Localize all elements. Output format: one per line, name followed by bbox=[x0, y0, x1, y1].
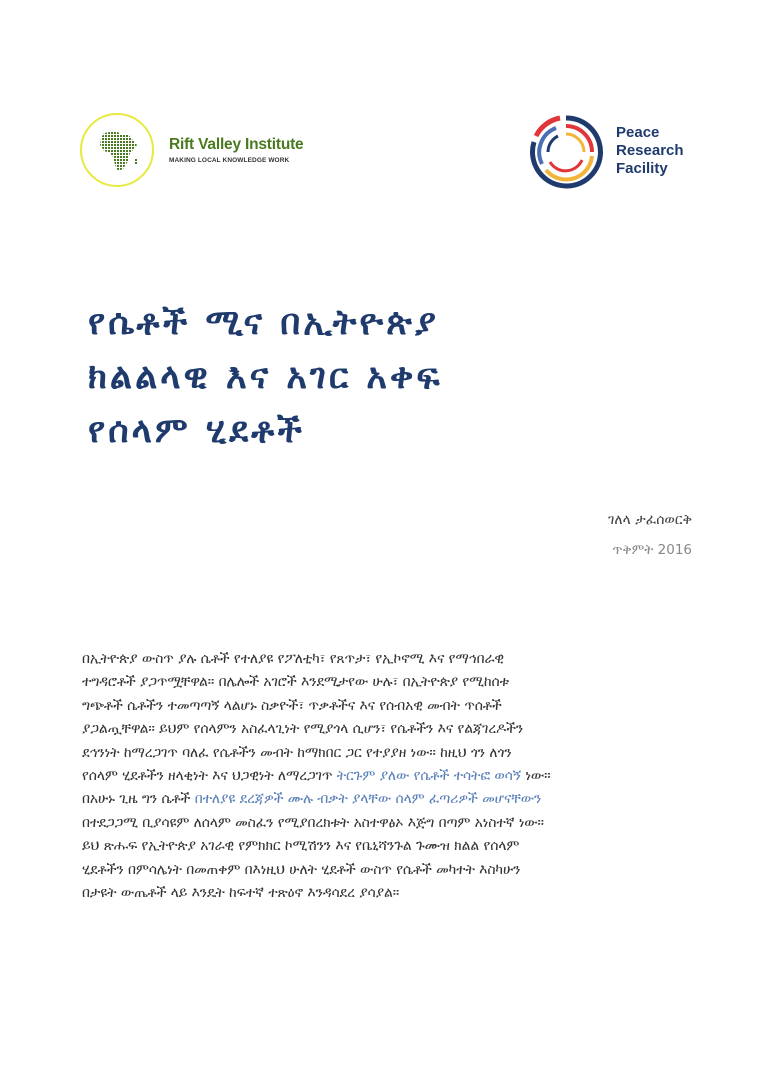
rvi-africa-map-icon bbox=[80, 113, 154, 187]
abstract-line bbox=[82, 765, 692, 788]
prf-name bbox=[616, 124, 684, 178]
prf-name-line-2: Research bbox=[616, 142, 684, 159]
abstract-highlight: ትርጉም ያለው የሴቶች ተሳትፎ ወሳኝ bbox=[336, 768, 522, 785]
abstract-line bbox=[82, 718, 692, 741]
prf-name-line-1: Peace bbox=[616, 124, 660, 141]
abstract-text: ይህ ጽሑፍ የኢትዮጵያ አገራዊ የምክክር ኮሚሽንን እና የቤኒሻንጉል ጉሙዝ ክልል የሰላም bbox=[82, 838, 520, 855]
abstract-text: በተደጋጋሚ ቢያሳዩም ለሰላም መስፈን የሚያበረክቱት አስተዋፅኦ እጅግ በጣም አነስተኛ ነው። bbox=[82, 814, 544, 831]
rift-valley-institute-logo bbox=[80, 113, 340, 193]
abstract-line bbox=[82, 671, 692, 694]
abstract-line bbox=[82, 882, 692, 905]
abstract-line bbox=[82, 695, 692, 718]
abstract-line bbox=[82, 788, 692, 811]
document-title bbox=[88, 296, 688, 458]
publication-date: ጥቅምት 2016 bbox=[612, 542, 692, 558]
abstract-line bbox=[82, 835, 692, 858]
peace-research-facility-logo bbox=[526, 112, 696, 192]
abstract-text: ግጭቶች ሴቶችን ተመጣጣኝ ላልሆኑ ስቃዮች፣ ጥቃቶችና እና የሰብአዊ መብት ጥሰቶች bbox=[82, 697, 502, 714]
title-line-2: ክልልላዊ እና አገር አቀፍ bbox=[88, 357, 443, 397]
abstract-line bbox=[82, 859, 692, 882]
author-name: ገለላ ታፈሰወርቅ bbox=[608, 512, 692, 528]
abstract-highlight: በተለያዩ ደረጃዎች ሙሉ ብቃት ያላቸው ሰላም ፈጣሪዎች መሆናቸውን bbox=[194, 791, 542, 808]
title-line-3: የሰላም ሂደቶች bbox=[88, 411, 305, 451]
abstract-text: ደኅንነት ከማረጋገጥ ባለፈ የሴቶችን መብት ከማክበር ጋር የተያያዘ ነው። ከዚህ ጎን ለጎን bbox=[82, 744, 512, 761]
abstract-text: በታዩት ውጤቶች ላይ እንዴት ከፍተኛ ተጽዕኖ እንዳሳደረ ያሳያል። bbox=[82, 885, 400, 902]
abstract-text: ሂደቶችን በምሳሌነት በመጠቀም በእነዚህ ሁለት ሂደቶች ውስጥ የሴቶች መካተት እስካሁን bbox=[82, 861, 521, 878]
prf-rings-icon bbox=[526, 112, 606, 192]
title-line-1: የሴቶች ሚና በኢትዮጵያ bbox=[88, 303, 439, 343]
rvi-tagline: MAKING LOCAL KNOWLEDGE WORK bbox=[169, 157, 290, 164]
abstract-text: የሰላም ሂደቶችን ዘላቂነት እና ህጋዊነት ለማረጋገጥ bbox=[82, 768, 337, 785]
abstract-text: ተግዳሮቶች ያጋጥሟቸዋል። በሌሎች አገሮች እንደሚታየው ሁሉ፣ በኢትዮጵያ የሚከሰቱ bbox=[82, 674, 509, 691]
rvi-name: Rift Valley Institute bbox=[169, 136, 304, 153]
abstract-text: ያጋልጧቸዋል። ይህም የሰላምን አስፈላጊነት የሚያጎላ ሲሆን፣ የሴቶችን እና የልጃገረዶችን bbox=[82, 721, 524, 738]
abstract-text: በኢትዮጵያ ውስጥ ያሉ ሴቶች የተለያዩ የፖለቲካ፣ የጸጥታ፣ የኢኮኖሚ እና የማኅበራዊ bbox=[82, 651, 504, 667]
abstract-text: በአሁኑ ጊዜ ግን ሴቶች bbox=[82, 791, 195, 808]
prf-name-line-3: Facility bbox=[616, 160, 668, 177]
abstract-line bbox=[82, 812, 692, 835]
abstract-line bbox=[82, 648, 692, 671]
abstract bbox=[82, 648, 692, 905]
abstract-text: ነው። bbox=[521, 768, 551, 785]
abstract-line bbox=[82, 742, 692, 765]
